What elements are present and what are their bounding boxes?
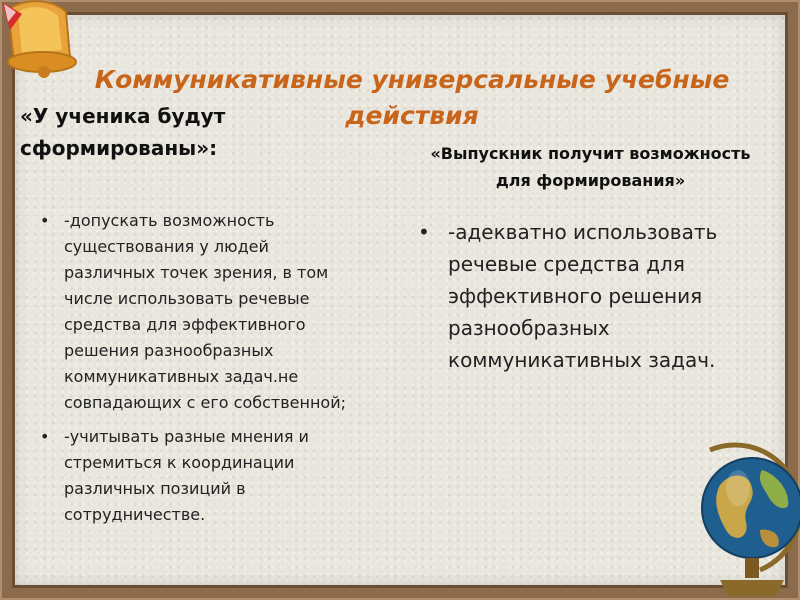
list-item bbox=[20, 208, 365, 416]
bullet-icon: • bbox=[40, 427, 50, 446]
list-item bbox=[418, 216, 763, 376]
right-heading: «Выпускник получит возможность для формирования» bbox=[430, 144, 751, 190]
slide-title: Коммуникативные универсальные учебные действия bbox=[94, 65, 730, 130]
list-item bbox=[20, 424, 365, 528]
list-item-text: -адекватно использовать речевые средства для эффективного решения разнообразных коммуникативных задач. bbox=[448, 220, 718, 372]
left-column bbox=[20, 100, 365, 536]
bullet-icon: • bbox=[40, 211, 50, 230]
right-bullet-list bbox=[418, 216, 763, 376]
bullet-icon: • bbox=[418, 220, 430, 244]
left-bullet-list bbox=[20, 208, 365, 528]
globe-icon bbox=[690, 430, 800, 600]
right-column bbox=[418, 140, 763, 376]
left-heading: «У ученика будут сформированы»: bbox=[20, 104, 226, 160]
list-item-text: -допускать возможность существования у людей различных точек зрения, в том числе использовать речевые средства для эффективного решения разнообразных коммуникативных задач.не совпадающих с его собственной; bbox=[64, 211, 346, 412]
list-item-text: -учитывать разные мнения и стремиться к координации различных позиций в сотрудничестве. bbox=[64, 427, 309, 524]
